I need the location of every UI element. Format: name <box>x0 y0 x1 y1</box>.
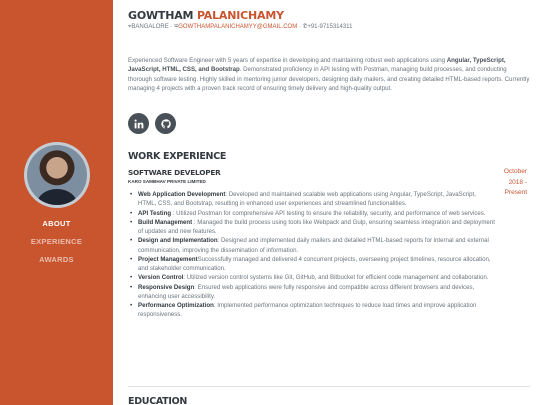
section-divider <box>128 386 530 387</box>
bullet-heading: Responsive Design <box>138 283 195 291</box>
separator: · <box>297 24 303 30</box>
bullet-text: : Implemented performance optimization techniques to reduce load times and improve application responsiveness. <box>138 302 477 319</box>
avatar <box>24 142 90 208</box>
education-heading: EDUCATION <box>128 396 188 405</box>
bullet-text: : Developed and maintained scalable web applications using Angular, TypeScript, JavaScript, HTML, CSS, and Bootstrap, resulting in enhanced user experiences and streamlined functionalities. <box>138 191 476 208</box>
bullet-text: : Designed and implemented daily mailers and detailed HTML-based reports for internal and external communication, improving the dissemination of information. <box>138 237 489 254</box>
email-link[interactable]: GOWTHAMPALANICHAMYY@GMAIL.COM <box>178 24 298 30</box>
linkedin-glyph <box>134 119 144 129</box>
bullet-heading: API Testing <box>138 209 172 217</box>
date-end: Present <box>504 189 527 196</box>
bullet-text: : Managed the build process using tools like Webpack and Gulp, ensuring seamless integration and deployment of updates and new features. <box>138 218 495 235</box>
social-links <box>128 113 176 134</box>
bullet-text: : Utilized Postman for comprehensive API testing to ensure the reliability, security, and performance of web services. <box>171 209 486 217</box>
summary-intro: Experienced Software Engineer with 5 years of expertise in developing and maintaining robust web applications using <box>128 57 447 64</box>
job-bullets <box>128 190 495 320</box>
first-name: GOWTHAM <box>128 9 194 22</box>
bullet-text: : Utilized version control systems like Git, GitHub, and Bitbucket for efficient code management and collaboration. <box>183 274 489 282</box>
sidebar-nav <box>0 219 113 273</box>
sidebar <box>0 0 113 405</box>
bullet-text: Successfully managed and delivered 4 concurrent projects, overseeing project timelines, resource allocation, and stakeholder communication. <box>138 255 491 272</box>
job-title: SOFTWARE DEVELOPER <box>128 168 221 177</box>
company-name: KARO SAMBHAV PRIVATE LIMITED <box>128 179 206 184</box>
date-start-month: October <box>503 168 527 175</box>
job-date <box>497 167 527 199</box>
summary-skills: Angular, TypeScript, JavaScript, HTML, CSS, and Bootstrap <box>128 57 506 74</box>
bullet-heading: Performance Optimization <box>138 302 214 309</box>
list-item <box>128 273 495 282</box>
list-item <box>128 209 495 218</box>
last-name: PALANICHAMY <box>196 9 284 22</box>
separator: · <box>168 24 175 30</box>
nav-item-awards[interactable]: AWARDS <box>39 255 74 264</box>
summary-rest: . Demonstrated proficiency in API testing with Postman, managing build processes, and conducting thorough software testing. Highly skilled in mentoring junior developers, designing daily mailers, and creating detailed HTML-based reports. Currently managing 4 projects with a proven track record of ensuring timely delivery and high-quality output. <box>128 66 530 92</box>
bullet-heading: Web Application Development <box>138 191 226 198</box>
bullet-text: : Ensured web applications were fully responsive and compatible across different browsers and devices, enhancing user accessibility. <box>138 283 475 300</box>
phone-text: +91-9715314311 <box>307 24 353 30</box>
bullet-heading: Design and Implementation <box>138 237 218 245</box>
date-start-year: 2018 - <box>508 178 527 186</box>
nav-item-experience[interactable]: EXPERIENCE <box>30 237 83 246</box>
bullet-heading: Build Management <box>138 218 193 226</box>
list-item <box>128 190 495 209</box>
nav-item-about[interactable]: ABOUT <box>42 219 71 228</box>
github-icon[interactable] <box>155 113 176 134</box>
github-glyph <box>161 119 171 129</box>
bullet-heading: Version Control <box>138 274 184 282</box>
location-text: BANGALORE <box>131 24 169 30</box>
list-item <box>128 218 495 237</box>
experience-heading: WORK EXPERIENCE <box>128 151 227 162</box>
avatar-body <box>37 189 77 208</box>
phone-icon: ✆ <box>302 24 308 30</box>
linkedin-icon[interactable] <box>128 113 149 134</box>
list-item <box>128 236 495 255</box>
list-item <box>128 301 495 320</box>
bullet-heading: Project Management <box>138 255 198 263</box>
list-item <box>128 283 495 302</box>
page-title <box>128 9 284 22</box>
summary <box>128 56 530 93</box>
list-item <box>128 255 495 274</box>
envelope-icon: ✉ <box>174 24 179 30</box>
map-marker-icon: ⌖ <box>128 24 132 30</box>
contact-line <box>128 24 352 31</box>
